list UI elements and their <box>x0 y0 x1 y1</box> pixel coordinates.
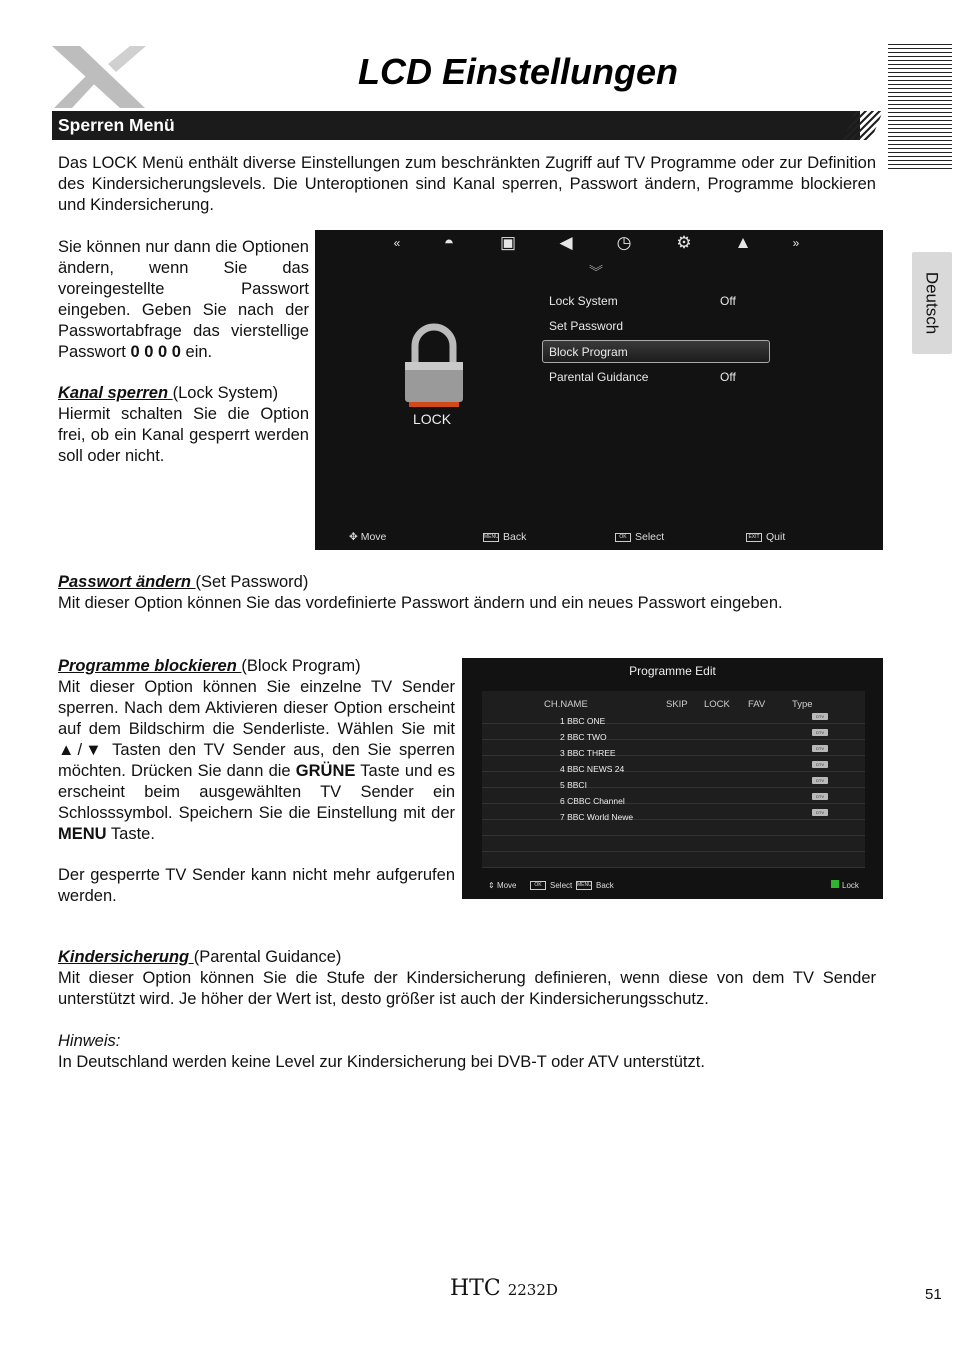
footer-select: OK Select <box>530 875 572 896</box>
table-row[interactable]: 6 CBBC Channel DTV <box>482 788 865 804</box>
dtv-badge: DTV <box>812 761 828 768</box>
table-row[interactable]: 5 BBCI DTV <box>482 772 865 788</box>
table-row[interactable]: 3 BBC THREE DTV <box>482 740 865 756</box>
language-tab: Deutsch <box>912 252 952 354</box>
menu-key-icon: MENU <box>484 533 499 540</box>
speaker-icon: ◀ <box>559 233 573 252</box>
clock-icon: ◷ <box>616 233 632 252</box>
brand-logo-icon <box>50 42 150 112</box>
dtv-badge: DTV <box>812 809 828 816</box>
programme-edit-screenshot <box>462 658 883 899</box>
col-lock: LOCK <box>704 699 730 710</box>
move-arrows-icon: ✥ <box>349 531 361 543</box>
page-number: 51 <box>925 1286 942 1303</box>
password-note: Sie können nur dann die Optionen ändern, wenn Sie das voreingestellte Passwort eingeben. Geben Sie nach der Passwortabfrage das vierstellige Passwort 0 0 0 0 ein. <box>58 238 309 361</box>
col-type: Type <box>792 699 813 710</box>
ok-key-icon: OK <box>615 533 631 542</box>
footer-quit: EXIT Quit <box>746 527 785 548</box>
block-program-note: Der gesperrte TV Sender kann nicht mehr aufgerufen werden. <box>58 866 455 905</box>
footer-move: ✥ Move <box>349 531 387 543</box>
menu-key-icon: MENU <box>577 882 592 889</box>
col-chname: CH.NAME <box>544 699 588 710</box>
lock-tab-icon: ▲ <box>734 233 752 252</box>
footer-move: ⇕ Move <box>488 881 517 890</box>
table-row[interactable]: 1 BBC ONE DTV <box>482 708 865 724</box>
table-row-empty <box>482 820 865 836</box>
footer-select: OK Select <box>615 527 664 548</box>
dtv-badge: DTV <box>812 745 828 752</box>
arrow-right-icon: » <box>792 236 800 250</box>
footer-lock: Lock <box>831 875 859 896</box>
parental-guidance-section: Kindersicherung (Parental Guidance) Mit dieser Option können Sie die Stufe der Kindersicherung definieren, wenn diese von dem TV Sender unterstützt wird. Je höher der Wert ist, desto größer ist auch der Kindersicherungsschutz. <box>58 948 876 1008</box>
dtv-badge: DTV <box>812 793 828 800</box>
menu-item-set-password[interactable]: Set Password <box>549 319 624 333</box>
screen-icon: ▣ <box>499 233 517 252</box>
col-fav: FAV <box>748 699 766 710</box>
ok-key-icon: OK <box>530 881 546 890</box>
green-square-icon <box>831 880 839 888</box>
menu-value-parental-guidance: Off <box>720 370 736 384</box>
lock-label: LOCK <box>413 411 452 427</box>
picture-icon: ◓ <box>443 233 455 252</box>
decorative-lines <box>888 44 952 172</box>
section-header: Sperren Menü <box>52 111 860 140</box>
footer-back: MENU Back <box>484 531 527 543</box>
table-row[interactable]: 7 BBC World Newe DTV <box>482 804 865 820</box>
page-title: LCD Einstellungen <box>358 51 679 92</box>
dtv-badge: DTV <box>812 729 828 736</box>
menu-item-lock-system[interactable]: Lock System <box>549 294 618 308</box>
block-program-section: Programme blockieren (Block Program) Mit dieser Option können Sie einzelne TV Sender sperren. Nach dem Aktivieren dieser Option erscheint auf dem Bildschirm die Senderliste. Wählen Sie mit ▲/▼ Tasten den TV Sender aus, den Sie sperren möchten. Drücken Sie dann die GRÜNE Taste und es erscheint beim ausgewählten TV Sender ein Schlosssymbol. Speichern Sie die Einstellung mit der MENU Taste. <box>58 657 456 843</box>
set-password-section: Passwort ändern (Set Password) Mit dieser Option können Sie das vordefinierte Passwort ändern und ein neues Passwort eingeben. <box>58 573 783 612</box>
lock-menu-screenshot <box>315 230 883 550</box>
table-row[interactable]: 2 BBC TWO DTV <box>482 724 865 740</box>
table-row-empty <box>482 852 865 868</box>
updown-arrow-icon: ⇕ <box>488 881 497 890</box>
col-skip: SKIP <box>666 699 688 710</box>
table-row-empty <box>482 836 865 852</box>
menu-item-block-program[interactable]: Block Program <box>549 345 628 359</box>
programme-edit-title: Programme Edit <box>629 664 716 678</box>
menu-item-parental-guidance[interactable]: Parental Guidance <box>549 370 649 384</box>
hint-section: Hinweis: In Deutschland werden keine Level zur Kindersicherung bei DVB-T oder ATV unterstützt. <box>58 1032 705 1071</box>
product-model: HTC 2232D <box>450 1276 558 1301</box>
arrow-left-icon: « <box>393 236 401 250</box>
gear-icon: ⚙ <box>676 233 692 252</box>
table-row[interactable]: 4 BBC NEWS 24 DTV <box>482 756 865 772</box>
exit-key-icon: EXIT <box>746 533 762 542</box>
lock-system-section: Kanal sperren (Lock System) Hiermit schalten Sie die Option frei, ob ein Kanal gesperrt werden soll oder nicht. <box>58 384 309 465</box>
chevron-down-icon: ︾ <box>589 264 603 280</box>
menu-value-lock-system: Off <box>720 294 736 308</box>
footer-back: MENU Back <box>577 881 614 890</box>
intro-paragraph: Das LOCK Menü enthält diverse Einstellungen zum beschränkten Zugriff auf TV Programme oder zur Definition des Kindersicherungslevels. Die Unteroptionen sind Kanal sperren, Passwort ändern, Programme blockieren und Kindersicherung. <box>58 154 876 214</box>
dtv-badge: DTV <box>812 713 828 720</box>
dtv-badge: DTV <box>812 777 828 784</box>
